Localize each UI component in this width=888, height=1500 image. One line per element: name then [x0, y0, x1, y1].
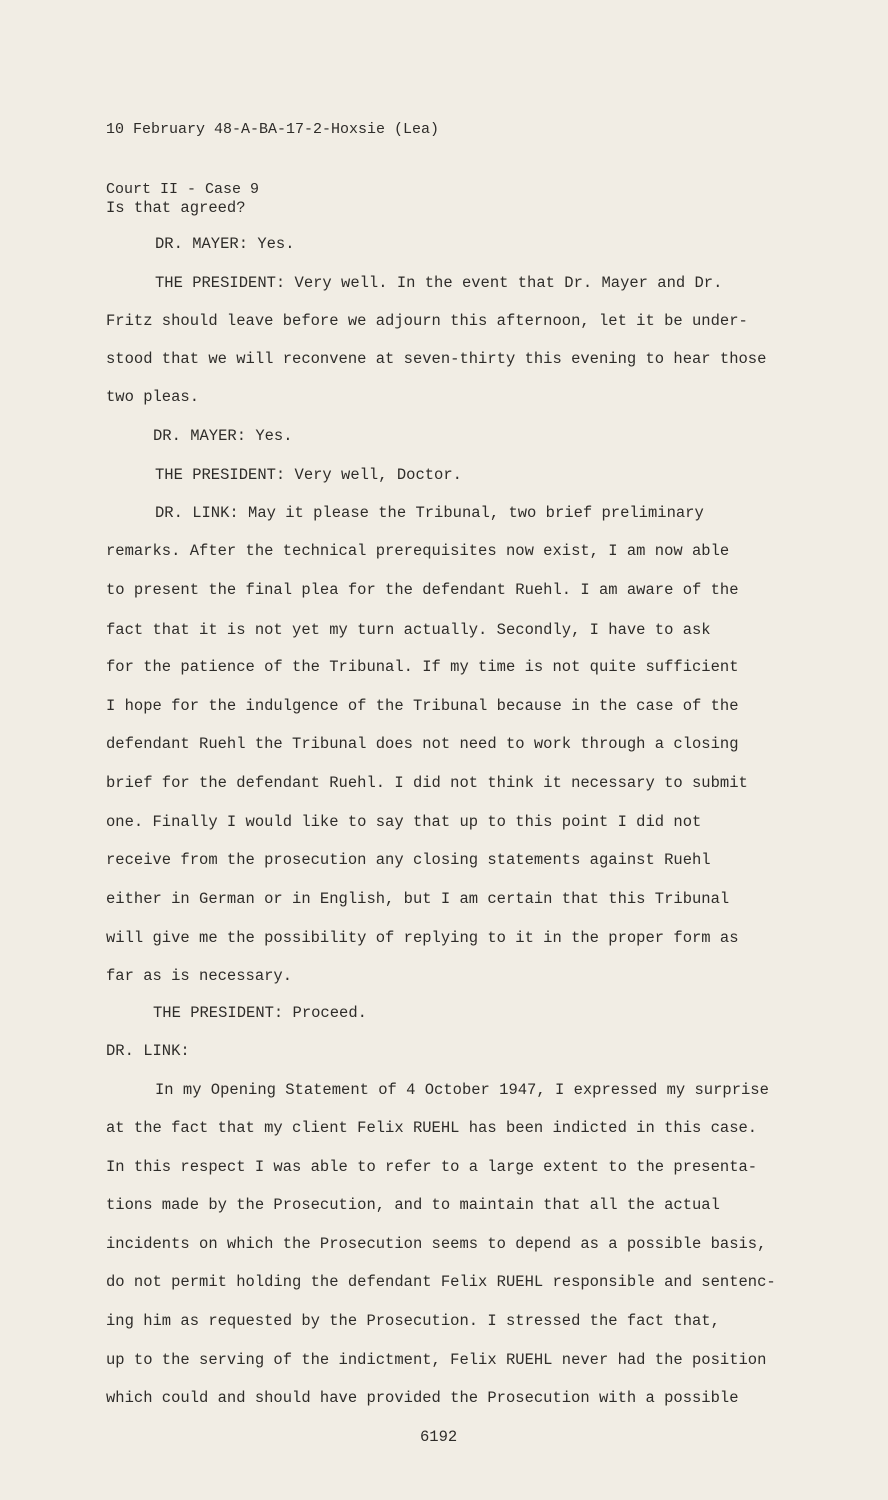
text-line: incidents on which the Prosecution seems to depend as a possible basis,	[106, 1235, 767, 1253]
text-line: DR. LINK:	[106, 1042, 190, 1060]
page-number: 6192	[420, 1428, 458, 1446]
text-line: THE PRESIDENT: Proceed.	[153, 1004, 367, 1022]
text-line: DR. MAYER: Yes.	[153, 427, 293, 445]
text-line: DR. MAYER: Yes.	[155, 235, 295, 253]
text-line: receive from the prosecution any closing statements against Ruehl	[106, 851, 711, 869]
text-line: I hope for the indulgence of the Tribunal because in the case of the	[106, 697, 739, 715]
text-line: THE PRESIDENT: Very well. In the event that Dr. Mayer and Dr.	[155, 274, 723, 292]
text-line: two pleas.	[106, 388, 200, 406]
text-line: Fritz should leave before we adjourn this afternoon, let it be under-	[106, 312, 748, 330]
text-line: will give me the possibility of replying to it in the proper form as	[106, 929, 739, 947]
text-line: for the patience of the Tribunal. If my time is not quite sufficient	[106, 658, 739, 676]
text-line: either in German or in English, but I am certain that this Tribunal	[106, 890, 730, 908]
text-line: up to the serving of the indictment, Felix RUEHL never had the position	[106, 1351, 767, 1369]
text-line: THE PRESIDENT: Very well, Doctor.	[155, 466, 462, 484]
text-line: In my Opening Statement of 4 October 1947, I expressed my surprise	[155, 1081, 769, 1099]
text-line: In this respect I was able to refer to a large extent to the presenta-	[106, 1158, 758, 1176]
text-line: tions made by the Prosecution, and to maintain that all the actual	[106, 1196, 720, 1214]
text-line: stood that we will reconvene at seven-thirty this evening to hear those	[106, 350, 767, 368]
text-line: to present the final plea for the defendant Ruehl. I am aware of the	[106, 581, 739, 599]
text-line: Is that agreed?	[106, 199, 246, 217]
text-line: do not permit holding the defendant Felix RUEHL responsible and sentenc-	[106, 1273, 776, 1291]
text-line: remarks. After the technical prerequisites now exist, I am now able	[106, 542, 730, 560]
text-line: fact that it is not yet my turn actually. Secondly, I have to ask	[106, 621, 711, 639]
text-line: brief for the defendant Ruehl. I did not think it necessary to submit	[106, 774, 748, 792]
header-line-court-case: Court II - Case 9	[106, 181, 260, 198]
text-line: which could and should have provided the Prosecution with a possible	[106, 1389, 739, 1407]
text-line: defendant Ruehl the Tribunal does not need to work through a closing	[106, 735, 739, 753]
text-line: ing him as requested by the Prosecution. I stressed the fact that,	[106, 1312, 720, 1330]
text-line: at the fact that my client Felix RUEHL has been indicted in this case.	[106, 1119, 758, 1137]
text-line: far as is necessary.	[106, 967, 293, 985]
text-line: one. Finally I would like to say that up to this point I did not	[106, 813, 702, 831]
header-line-date-reference: 10 February 48-A-BA-17-2-Hoxsie (Lea)	[106, 121, 440, 138]
text-line: DR. LINK: May it please the Tribunal, two brief preliminary	[155, 504, 704, 522]
